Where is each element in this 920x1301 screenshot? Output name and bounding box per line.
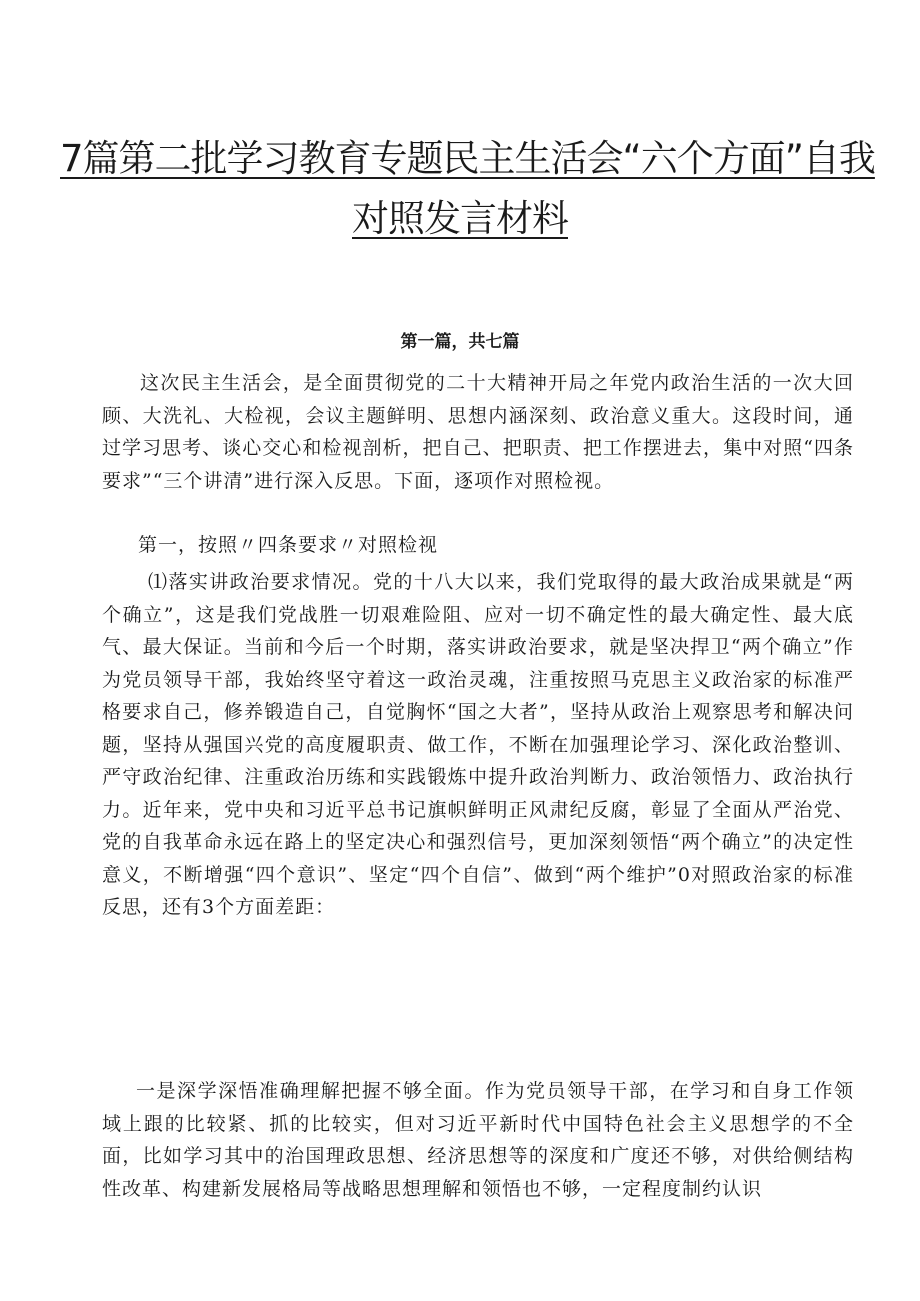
document-title-line-2-text: 对照发言材料 xyxy=(352,197,568,240)
body-paragraph: ⑴落实讲政治要求情况。党的十八大以来，我们党取得的最大政治成果就是“两个确立”，这是我们党战胜一切艰难险阻、应对一切不确定性的最大确定性、最大底气、最大保证。当前和今后一个时期，落实讲政治要求，就是坚决捍卫“两个确立”作为党员领导干部，我始终坚守着这一政治灵魂，注重按照马克思主义政治家的标准严格要求自己，修养锻造自己，自觉胸怀“国之大者”，坚持从政治上观察思考和解决问题，坚持从强国兴党的高度履职责、做工作，不断在加强理论学习、深化政治整训、严守政治纪律、注重政治历练和实践锻炼中提升政治判断力、政治领悟力、政治执行力。近年来，党中央和习近平总书记旗帜鲜明正风肃纪反腐，彰显了全面从严治党、党的自我革命永远在路上的坚定决心和强烈信号，更加深刻领悟“两个确立”的决定性意义，不断增强“四个意识”、坚定“四个自信”、做到“两个维护”0对照政治家的标准反思，还有3个方面差距： xyxy=(102,571,854,918)
document-title-line-1-text: 7篇第二批学习教育专题民主生活会“六个方面”自我 xyxy=(60,137,875,180)
intro-paragraph: 这次民主生活会，是全面贯彻党的二十大精神开局之年党内政治生活的一次大回顾、大洗礼、大检视，会议主题鲜明、思想内涵深刻、政治意义重大。这段时间，通过学习思考、谈心交心和检视剖析，把自己、把职责、把工作摆进去，集中对照“四条要求”“三个讲清”进行深入反思。下面，逐项作对照检视。 xyxy=(102,372,854,492)
subsection-heading: 第一，按照〃四条要求〃对照检视 xyxy=(138,534,439,556)
document-title-line-1 xyxy=(60,137,875,180)
body-paragraph: 一是深学深悟准确理解把握不够全面。作为党员领导干部，在学习和自身工作领域上跟的比较紧、抓的比较实，但对习近平新时代中国特色社会主义思想学的不全面，比如学习其中的治国理政思想、经济思想等的深度和广度还不够，对供给侧结构性改革、构建新发展格局等战略思想理解和领悟也不够，一定程度制约认识 xyxy=(102,1080,854,1200)
section-heading: 第一篇，共七篇 xyxy=(400,332,520,352)
document-title-line-2 xyxy=(60,197,860,240)
